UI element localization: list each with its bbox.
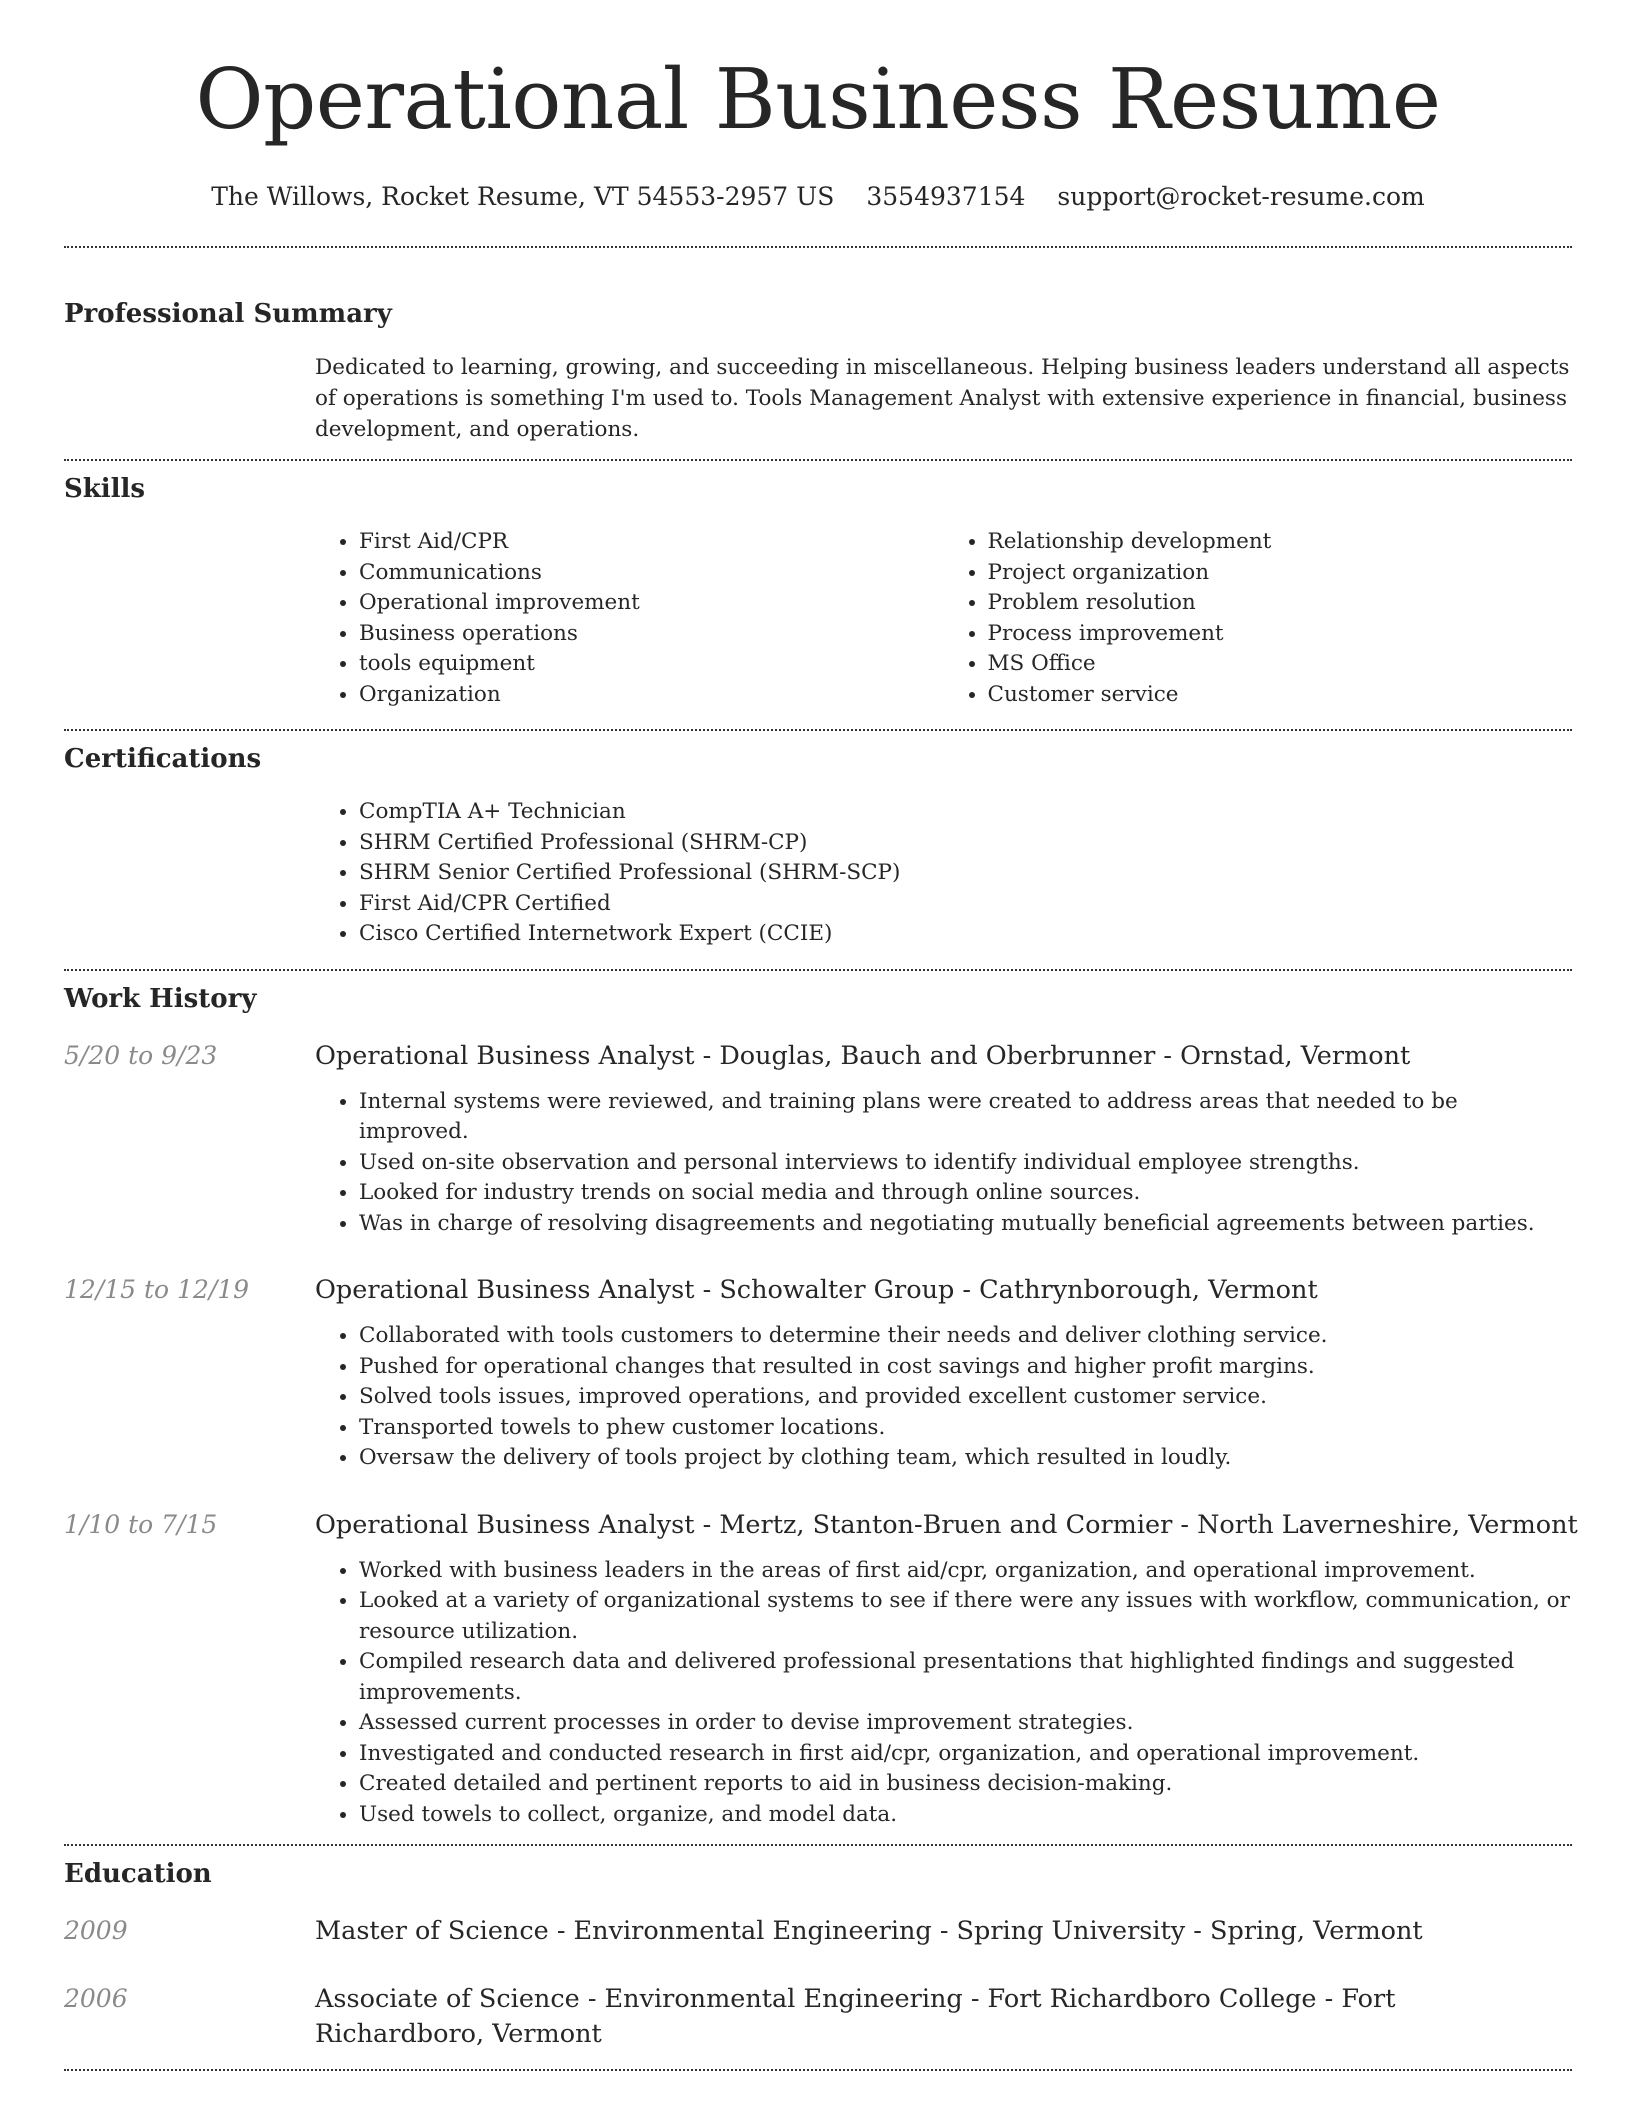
job-dates: 5/20 to 9/23: [64, 1040, 218, 1070]
education-heading: Associate of Science - Environmental Engineering - Fort Richardboro College - Fort Richardboro, Vermont: [315, 1984, 1396, 2049]
certifications-list: [315, 797, 1572, 950]
job-bullet: • Oversaw the delivery of tools project by clothing team, which resulted in loudly.: [359, 1443, 1572, 1474]
skills-list-right: [944, 527, 1573, 710]
job-bullet: • Pushed for operational changes that resulted in cost savings and higher profit margins.: [359, 1352, 1572, 1383]
skill-item: • tools equipment: [359, 649, 944, 680]
job-bullet: • Worked with business leaders in the areas of first aid/cpr, organization, and operational improvement.: [359, 1556, 1572, 1587]
job-bullet: • Created detailed and pertinent reports to aid in business decision-making.: [359, 1769, 1572, 1800]
job-entry: [64, 1508, 1578, 1831]
job-bullet: • Collaborated with tools customers to determine their needs and deliver clothing service.: [359, 1321, 1572, 1352]
education-title: Education: [64, 1859, 212, 1889]
job-heading: Operational Business Analyst - Douglas, Bauch and Oberbrunner - Ornstad, Vermont: [315, 1040, 1411, 1071]
skill-item: • Relationship development: [988, 527, 1573, 558]
work-history-title: Work History: [64, 983, 257, 1014]
certification-item: • CompTIA A+ Technician: [359, 797, 1572, 828]
job-entry: [64, 1273, 1572, 1474]
education-entry: [64, 1982, 1572, 2052]
job-bullets: [315, 1556, 1572, 1831]
skills-list-left: [315, 527, 944, 710]
job-bullet: • Transported towels to phew customer locations.: [359, 1413, 1572, 1444]
education-year: 2006: [64, 1984, 128, 2013]
section-divider: [64, 1844, 1572, 1846]
skill-item: • Process improvement: [988, 619, 1573, 650]
job-bullets: [315, 1321, 1572, 1474]
job-heading: Operational Business Analyst - Schowalter Group - Cathrynborough, Vermont: [315, 1275, 1318, 1305]
job-entry: [64, 1039, 1572, 1240]
contact-line: [64, 182, 1572, 212]
job-dates: 1/10 to 7/15: [64, 1509, 218, 1539]
skills-section: [64, 473, 1572, 710]
job-bullet: • Was in charge of resolving disagreements and negotiating mutually beneficial agreements between parties.: [359, 1209, 1572, 1240]
summary-title: Professional Summary: [64, 299, 392, 329]
job-bullet: • Investigated and conducted research in first aid/cpr, organization, and operational improvement.: [359, 1739, 1572, 1770]
job-dates: 12/15 to 12/19: [64, 1275, 250, 1304]
education-section: [64, 1858, 1572, 2052]
job-bullet: • Used towels to collect, organize, and model data.: [359, 1800, 1572, 1831]
job-bullet: • Assessed current processes in order to devise improvement strategies.: [359, 1708, 1572, 1739]
education-entry: [64, 1914, 1572, 1949]
job-bullets: [315, 1087, 1572, 1240]
skill-item: • Business operations: [359, 619, 944, 650]
job-bullet: • Solved tools issues, improved operations, and provided excellent customer service.: [359, 1382, 1572, 1413]
education-heading: Master of Science - Environmental Engineering - Spring University - Spring, Vermont: [315, 1916, 1423, 1946]
job-bullet: • Looked at a variety of organizational systems to see if there were any issues with workflow, communication, or resource utilization.: [359, 1586, 1572, 1647]
contact-phone: 3554937154: [866, 182, 1026, 211]
skill-item: • Operational improvement: [359, 588, 944, 619]
skill-item: • Project organization: [988, 558, 1573, 589]
skill-item: • Organization: [359, 680, 944, 711]
job-bullet: • Used on-site observation and personal interviews to identify individual employee strengths.: [359, 1148, 1572, 1179]
skill-item: • First Aid/CPR: [359, 527, 944, 558]
resume-page: [64, 0, 1578, 2071]
certification-item: • SHRM Certified Professional (SHRM-CP): [359, 828, 1572, 859]
skill-item: • MS Office: [988, 649, 1573, 680]
job-bullet: • Looked for industry trends on social media and through online sources.: [359, 1178, 1572, 1209]
summary-section: [64, 298, 1572, 445]
section-divider: [64, 969, 1572, 971]
certification-item: • Cisco Certified Internetwork Expert (CCIE): [359, 919, 1572, 950]
resume-title: Operational Business Resume: [195, 51, 1441, 148]
summary-text: Dedicated to learning, growing, and succeeding in miscellaneous. Helping business leaders understand all aspects of operations is something I'm used to. Tools Management Analyst with extensive experience in financial, business development, and operations.: [315, 355, 1570, 442]
certification-item: • First Aid/CPR Certified: [359, 889, 1572, 920]
work-history-section: [64, 983, 1578, 1831]
contact-email: support@rocket-resume.com: [1057, 182, 1425, 211]
job-heading: Operational Business Analyst - Mertz, Stanton-Bruen and Cormier - North Laverneshire, Vermont: [315, 1509, 1578, 1540]
section-divider: [64, 729, 1572, 731]
education-year: 2009: [64, 1916, 128, 1945]
section-divider: [64, 459, 1572, 461]
contact-address: The Willows, Rocket Resume, VT 54553-2957 US: [211, 182, 835, 211]
skill-item: • Customer service: [988, 680, 1573, 711]
job-bullet: • Internal systems were reviewed, and training plans were created to address areas that needed to be improved.: [359, 1087, 1572, 1148]
skills-title: Skills: [64, 474, 146, 504]
certifications-section: [64, 743, 1572, 950]
skill-item: • Communications: [359, 558, 944, 589]
section-divider: [64, 246, 1572, 248]
section-divider: [64, 2069, 1572, 2071]
skill-item: • Problem resolution: [988, 588, 1573, 619]
job-bullet: • Compiled research data and delivered professional presentations that highlighted findings and suggested improvements.: [359, 1647, 1572, 1708]
certification-item: • SHRM Senior Certified Professional (SHRM-SCP): [359, 858, 1572, 889]
certifications-title: Certifications: [64, 744, 262, 774]
